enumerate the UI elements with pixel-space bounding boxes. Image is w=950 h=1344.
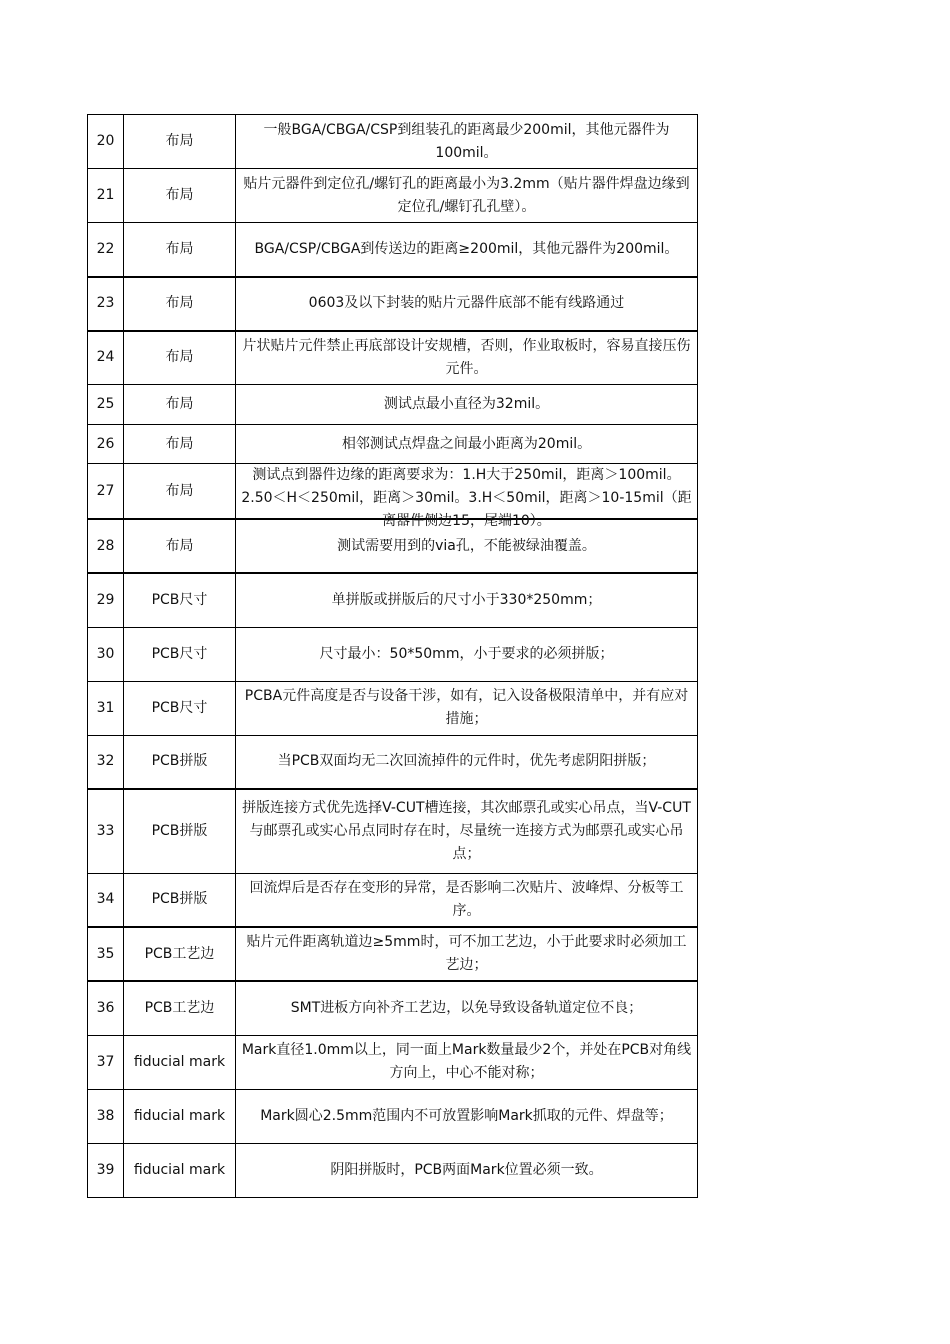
row-number: 25 [88,385,124,425]
row-requirement: 一般BGA/CBGA/CSP到组装孔的距离最少200mil，其他元器件为100mil。 [236,115,698,169]
row-requirement: Mark直径1.0mm以上，同一面上Mark数量最少2个，并处在PCB对角线方向上，中心不能对称； [236,1035,698,1089]
row-category: PCB拼版 [124,873,236,927]
row-requirement: 回流焊后是否存在变形的异常，是否影响二次贴片、波峰焊、分板等工序。 [236,873,698,927]
row-requirement: SMT进板方向补齐工艺边，以免导致设备轨道定位不良； [236,981,698,1035]
row-category: fiducial mark [124,1143,236,1197]
table-row [88,1035,698,1089]
table-row [88,331,698,385]
row-number: 20 [88,115,124,169]
row-category: PCB拼版 [124,789,236,873]
table-row [88,277,698,331]
row-category: 布局 [124,425,236,464]
table-row [88,627,698,681]
row-requirement: Mark圆心2.5mm范围内不可放置影响Mark抓取的元件、焊盘等； [236,1089,698,1143]
table-row [88,789,698,873]
row-requirement: 拼版连接方式优先选择V-CUT槽连接，其次邮票孔或实心吊点，当V-CUT与邮票孔或实心吊点同时存在时，尽量统一连接方式为邮票孔或实心吊点； [236,789,698,873]
row-category: PCB尺寸 [124,681,236,735]
table-row [88,425,698,464]
row-number: 37 [88,1035,124,1089]
row-requirement-text: 测试点到器件边缘的距离要求为：1.H大于250mil，距离＞100mil。2.50＜H＜250mil，距离＞30mil。3.H＜50mil，距离＞10-15mil（距离器件侧边15，尾端10）。 [241,467,692,529]
row-requirement: 片状贴片元件禁止再底部设计安规槽，否则，作业取板时，容易直接压伤元件。 [236,331,698,385]
row-number: 21 [88,169,124,223]
row-requirement: 相邻测试点焊盘之间最小距离为20mil。 [236,425,698,464]
row-number: 30 [88,627,124,681]
row-category: 布局 [124,331,236,385]
pcb-design-rules-table [87,114,698,1198]
row-number: 27 [88,464,124,520]
row-number: 24 [88,331,124,385]
row-category: 布局 [124,519,236,573]
row-number: 32 [88,735,124,789]
row-requirement: 测试需要用到的via孔，不能被绿油覆盖。 [236,519,698,573]
row-requirement: 0603及以下封装的贴片元器件底部不能有线路通过 [236,277,698,331]
row-requirement: PCBA元件高度是否与设备干涉，如有，记入设备极限清单中，并有应对措施； [236,681,698,735]
row-requirement: 尺寸最小：50*50mm，小于要求的必须拼版； [236,627,698,681]
row-number: 28 [88,519,124,573]
row-requirement: 阴阳拼版时，PCB两面Mark位置必须一致。 [236,1143,698,1197]
table-row [88,223,698,277]
row-category: PCB工艺边 [124,927,236,981]
table-row [88,573,698,627]
row-requirement: 贴片元器件到定位孔/螺钉孔的距离最小为3.2mm（贴片器件焊盘边缘到定位孔/螺钉孔孔壁）。 [236,169,698,223]
row-category: 布局 [124,277,236,331]
row-number: 31 [88,681,124,735]
row-category: 布局 [124,385,236,425]
table-row [88,1143,698,1197]
row-category: 布局 [124,223,236,277]
table-row [88,981,698,1035]
row-number: 23 [88,277,124,331]
row-requirement: BGA/CSP/CBGA到传送边的距离≥200mil，其他元器件为200mil。 [236,223,698,277]
table-row [88,735,698,789]
row-category: fiducial mark [124,1035,236,1089]
row-requirement: 单拼版或拼版后的尺寸小于330*250mm； [236,573,698,627]
row-number: 22 [88,223,124,277]
row-category: fiducial mark [124,1089,236,1143]
row-requirement: 贴片元件距离轨道边≥5mm时，可不加工艺边，小于此要求时必须加工艺边； [236,927,698,981]
table-row [88,385,698,425]
row-requirement: 当PCB双面均无二次回流掉件的元件时，优先考虑阴阳拼版； [236,735,698,789]
table-row [88,1089,698,1143]
row-category: 布局 [124,169,236,223]
row-number: 39 [88,1143,124,1197]
row-requirement [236,464,698,529]
row-category: PCB尺寸 [124,627,236,681]
table-row [88,115,698,169]
row-number: 36 [88,981,124,1035]
row-number: 35 [88,927,124,981]
row-number: 29 [88,573,124,627]
row-category: PCB拼版 [124,735,236,789]
row-number: 38 [88,1089,124,1143]
table-row [88,169,698,223]
row-category: PCB尺寸 [124,573,236,627]
row-category: PCB工艺边 [124,981,236,1035]
row-number: 26 [88,425,124,464]
table-row [88,464,698,520]
table-row [88,681,698,735]
row-requirement: 测试点最小直径为32mil。 [236,385,698,425]
row-number: 33 [88,789,124,873]
row-number: 34 [88,873,124,927]
row-category: 布局 [124,464,236,520]
table-row [88,873,698,927]
row-category: 布局 [124,115,236,169]
table-row [88,927,698,981]
